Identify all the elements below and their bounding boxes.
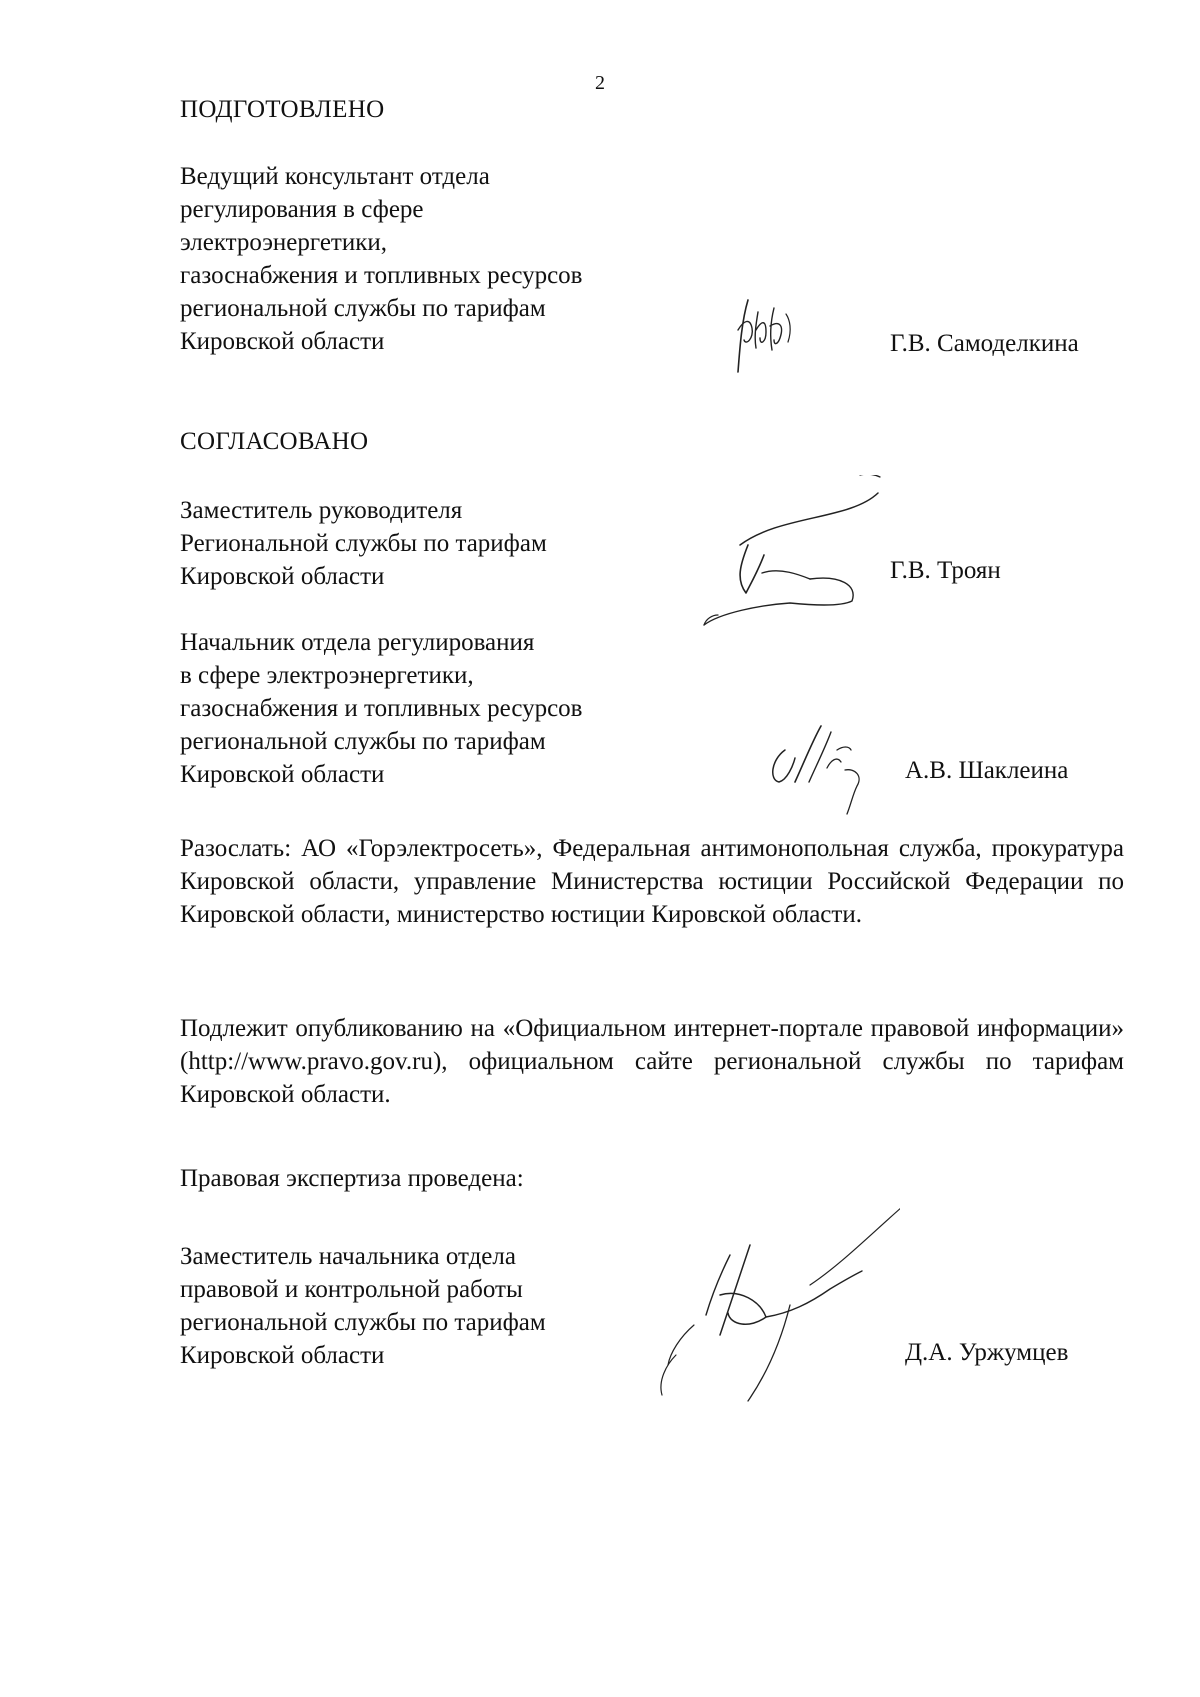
position-line: в сфере электроэнергетики,: [180, 662, 474, 689]
position-line: Кировской области: [180, 328, 385, 355]
position-line: Кировской области: [180, 761, 385, 788]
position-line: Начальник отдела регулирования: [180, 629, 535, 656]
position-line: Заместитель начальника отдела: [180, 1243, 516, 1270]
position-line: региональной службы по тарифам: [180, 728, 546, 755]
page-number: 2: [595, 72, 605, 94]
position-line: региональной службы по тарифам: [180, 295, 546, 322]
prepared-heading: ПОДГОТОВЛЕНО: [180, 96, 385, 123]
agreed-heading: СОГЛАСОВАНО: [180, 428, 369, 455]
signature-troyan: [700, 475, 900, 635]
legal-review-title: Правовая экспертиза проведена:: [180, 1165, 524, 1192]
distribution-list: Разослать: АО «Горэлектросеть», Федеральная антимонопольная служба, прокуратура Кировской области, управление Министерства юстиции Российской Федерации по Кировской области, министерство юстиции Кировской области.: [180, 835, 1124, 928]
signature-shakleina: [765, 720, 875, 820]
position-line: газоснабжения и топливных ресурсов: [180, 695, 583, 722]
signer-name: Г.В. Самоделкина: [890, 330, 1079, 357]
prepared-position: [180, 160, 583, 358]
position-line: Ведущий консультант отдела: [180, 163, 490, 190]
position-line: Региональной службы по тарифам: [180, 530, 547, 557]
position-line: Заместитель руководителя: [180, 497, 463, 524]
signer-name: Д.А. Уржумцев: [905, 1339, 1069, 1366]
agreed-position-1: [180, 494, 547, 593]
signature-urzhumtsev: [640, 1205, 900, 1405]
agreed-position-2: [180, 626, 583, 791]
position-line: региональной службы по тарифам: [180, 1309, 546, 1336]
publication-note: Подлежит опубликованию на «Официальном интернет-портале правовой информации» (http://www.pravo.gov.ru), официальном сайте региональной службы по тарифам Кировской области.: [180, 1015, 1124, 1108]
position-line: Кировской области: [180, 563, 385, 590]
position-line: газоснабжения и топливных ресурсов: [180, 262, 583, 289]
position-line: правовой и контрольной работы: [180, 1276, 523, 1303]
position-line: Кировской области: [180, 1342, 385, 1369]
legal-review-position: [180, 1240, 546, 1372]
position-line: регулирования в сфере: [180, 196, 424, 223]
signature-samodelkina: [730, 290, 810, 380]
signer-name: Г.В. Троян: [890, 557, 1001, 584]
position-line: электроэнергетики,: [180, 229, 388, 256]
signer-name: А.В. Шаклеина: [905, 757, 1069, 784]
